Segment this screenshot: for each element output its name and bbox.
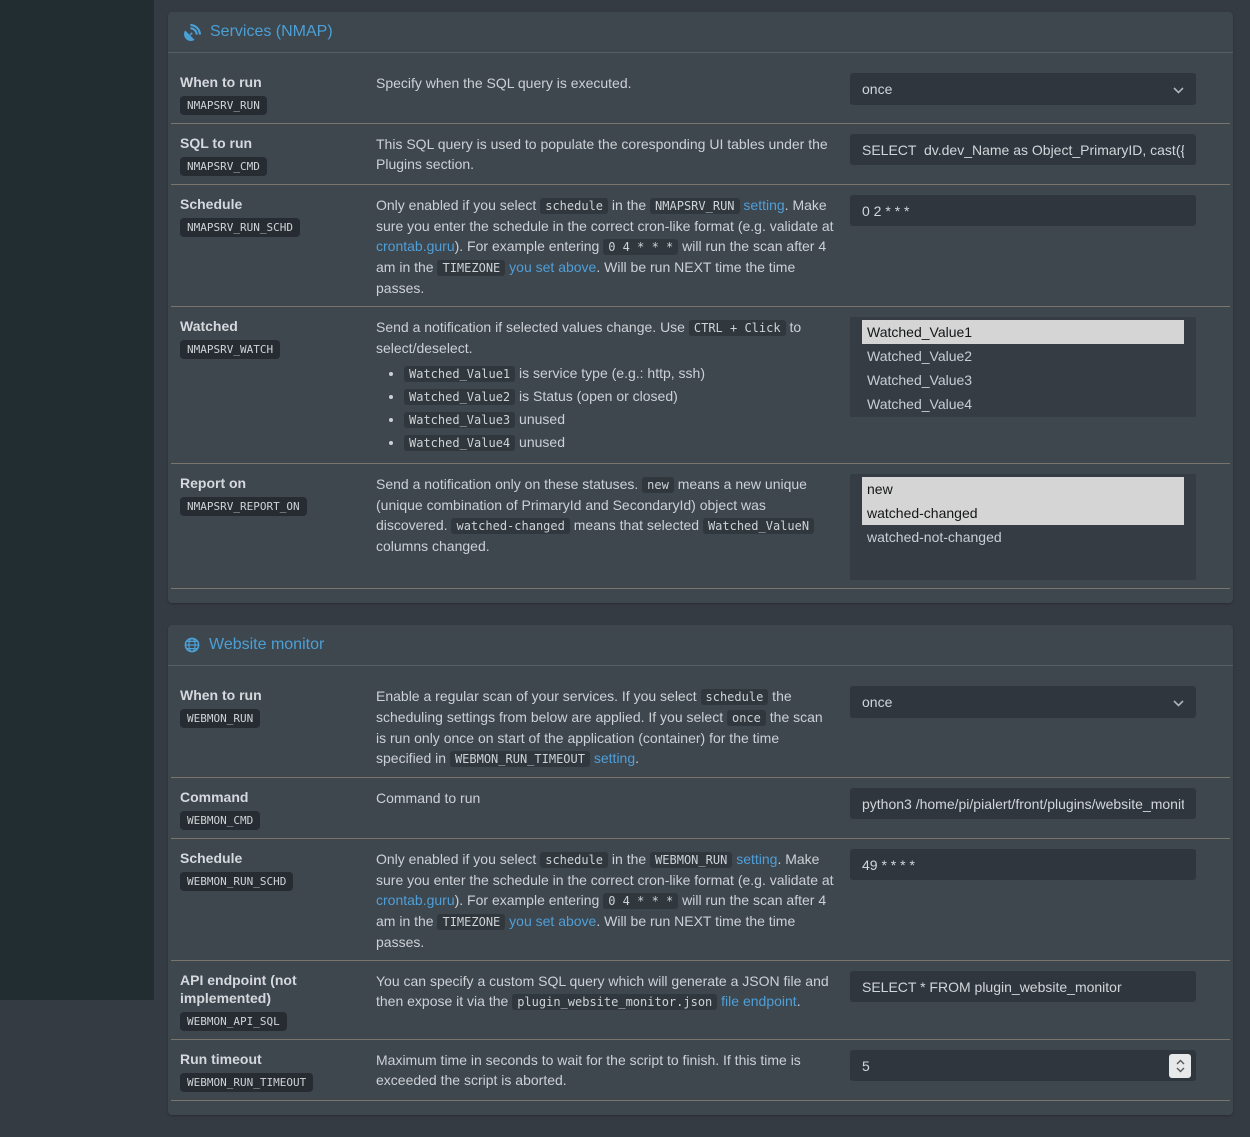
setting-description	[376, 969, 850, 1031]
desc-text: Only enabled if you select	[376, 197, 541, 213]
desc-text: Specify when the SQL query is executed.	[376, 75, 632, 91]
desc-text: unused	[515, 411, 565, 427]
desc-text: Command to run	[376, 790, 481, 806]
setting-text-input[interactable]	[850, 849, 1196, 880]
setting-label-col	[180, 193, 376, 298]
setting-key-badge: WEBMON_RUN_SCHD	[180, 872, 293, 891]
inline-code: watched-changed	[451, 518, 569, 534]
setting-description	[376, 684, 850, 769]
setting-multiselect[interactable]	[850, 317, 1196, 417]
inline-link[interactable]: you set above	[509, 259, 597, 275]
sidebar	[0, 0, 154, 1000]
select-value: once	[862, 81, 893, 97]
setting-key-badge: NMAPSRV_CMD	[180, 157, 267, 176]
setting-number-input[interactable]	[850, 1050, 1196, 1081]
inline-code: CTRL + Click	[689, 320, 786, 336]
setting-row	[171, 124, 1230, 185]
desc-text: the scan is run only once on start of the application (container) for the time specified in	[376, 709, 823, 766]
setting-text-input[interactable]	[850, 971, 1196, 1002]
panel-header	[168, 12, 1233, 53]
inline-code: WEBMON_RUN_TIMEOUT	[450, 751, 590, 767]
setting-row	[171, 63, 1230, 124]
setting-value-col	[850, 71, 1196, 115]
desc-text: Maximum time in seconds to wait for the script to finish. If this time is exceeded the script is aborted.	[376, 1052, 801, 1088]
setting-value-col	[850, 132, 1196, 176]
setting-name: Watched	[180, 318, 238, 334]
desc-text: in the	[608, 851, 651, 867]
desc-text: Enable a regular scan of your services. If you select	[376, 688, 701, 704]
inline-code: new	[642, 477, 674, 493]
setting-row	[171, 1040, 1230, 1101]
select-value: once	[862, 694, 893, 710]
setting-description	[376, 193, 850, 298]
setting-row	[171, 778, 1230, 839]
setting-description	[376, 315, 850, 455]
bullet-item	[404, 432, 836, 453]
setting-name: Schedule	[180, 850, 243, 866]
inline-link[interactable]: setting	[593, 750, 636, 766]
setting-description	[376, 132, 850, 176]
setting-label-col	[180, 315, 376, 455]
multiselect-option[interactable]: Watched_Value4	[867, 396, 973, 412]
setting-name: Report on	[180, 475, 247, 491]
desc-text: means a new unique (unique combination of PrimaryId and SecondaryId) object was discovered.	[376, 476, 807, 533]
inline-link[interactable]: you set above	[509, 913, 597, 929]
setting-name: Schedule	[180, 196, 243, 212]
desc-text: Only enabled if you select	[376, 851, 541, 867]
setting-description	[376, 786, 850, 830]
setting-row	[171, 185, 1230, 307]
setting-name: Run timeout	[180, 1051, 262, 1067]
setting-label-col	[180, 684, 376, 769]
desc-text: ). For example entering	[454, 892, 604, 908]
inline-code: Watched_Value4	[404, 435, 515, 451]
panel-title: Services (NMAP)	[210, 23, 333, 40]
desc-text: . Make sure you enter the schedule in the correct cron-like format (e.g. validate at	[376, 197, 834, 234]
setting-value-col	[850, 315, 1196, 455]
inline-link[interactable]: setting	[736, 851, 778, 867]
multiselect-option[interactable]: new	[862, 477, 1184, 501]
setting-key-badge: WEBMON_RUN	[180, 709, 260, 728]
setting-label-col	[180, 786, 376, 830]
inline-code: Watched_Value1	[404, 366, 515, 382]
setting-text-input[interactable]	[850, 788, 1196, 819]
inline-code: Watched_ValueN	[703, 518, 814, 534]
inline-code: 0 4 * * *	[603, 893, 678, 909]
settings-rows	[168, 666, 1233, 1115]
settings-panel	[168, 625, 1233, 1115]
desc-text: Send a notification only on these statuses.	[376, 476, 643, 492]
desc-text: will run the scan after 4 am in the	[376, 892, 827, 929]
inline-code: TIMEZONE	[437, 260, 505, 276]
setting-row	[171, 676, 1230, 778]
inline-link[interactable]: crontab.guru	[376, 892, 455, 908]
setting-name: SQL to run	[180, 135, 253, 151]
desc-text: . Make sure you enter the schedule in the correct cron-like format (e.g. validate at	[376, 851, 834, 888]
chevron-down-icon	[1173, 694, 1184, 710]
setting-description	[376, 1048, 850, 1092]
satellite-dish-icon	[184, 24, 201, 41]
chevron-down-icon	[1173, 81, 1184, 97]
inline-code: Watched_Value3	[404, 412, 515, 428]
settings-panel	[168, 12, 1233, 603]
setting-description	[376, 847, 850, 952]
setting-value-col	[850, 1048, 1196, 1092]
multiselect-option[interactable]: Watched_Value2	[867, 348, 973, 364]
inline-link[interactable]: setting	[743, 197, 785, 213]
bullet-item	[404, 409, 836, 430]
inline-code: TIMEZONE	[437, 914, 505, 930]
desc-text: Send a notification if selected values change. Use	[376, 319, 689, 335]
setting-key-badge: NMAPSRV_REPORT_ON	[180, 497, 307, 516]
inline-code: NMAPSRV_RUN	[650, 198, 739, 214]
desc-text: in the	[608, 197, 651, 213]
panel-header	[168, 625, 1233, 666]
desc-text: columns changed.	[376, 538, 490, 554]
setting-name: API endpoint (not implemented)	[180, 972, 297, 1006]
setting-text-input[interactable]	[850, 134, 1196, 165]
multiselect-option[interactable]: Watched_Value1	[862, 320, 1184, 344]
setting-row	[171, 961, 1230, 1040]
setting-name: When to run	[180, 74, 262, 90]
inline-code: WEBMON_RUN	[650, 852, 732, 868]
setting-label-col	[180, 847, 376, 952]
setting-number-field	[850, 1050, 1196, 1081]
setting-key-badge: WEBMON_API_SQL	[180, 1012, 287, 1031]
setting-label-col	[180, 472, 376, 580]
inline-code: schedule	[540, 198, 608, 214]
setting-label-col	[180, 71, 376, 115]
setting-value-col	[850, 193, 1196, 298]
setting-value-col	[850, 472, 1196, 580]
setting-value-col	[850, 684, 1196, 769]
setting-select[interactable]	[850, 686, 1196, 718]
desc-text: is Status (open or closed)	[515, 388, 678, 404]
setting-key-badge: NMAPSRV_RUN_SCHD	[180, 218, 300, 237]
globe-icon	[184, 637, 200, 653]
setting-row	[171, 839, 1230, 961]
setting-key-badge: WEBMON_CMD	[180, 811, 260, 830]
setting-description	[376, 472, 850, 580]
setting-row	[171, 464, 1230, 589]
setting-value-col	[850, 847, 1196, 952]
desc-text: unused	[515, 434, 565, 450]
setting-label-col	[180, 969, 376, 1031]
desc-text: ). For example entering	[454, 238, 604, 254]
bullet-item	[404, 386, 836, 407]
setting-value-col	[850, 786, 1196, 830]
inline-code: once	[727, 710, 766, 726]
inline-code: schedule	[540, 852, 608, 868]
inline-link[interactable]: crontab.guru	[376, 238, 455, 254]
setting-description	[376, 71, 850, 115]
setting-label-col	[180, 132, 376, 176]
setting-value-col	[850, 969, 1196, 1031]
desc-text: is service type (e.g.: http, ssh)	[515, 365, 706, 381]
setting-row	[171, 307, 1230, 464]
desc-text: .	[796, 993, 801, 1009]
multiselect-option[interactable]: watched-changed	[862, 501, 1184, 525]
desc-text: . Will be run NEXT time the time passes.	[376, 259, 796, 296]
desc-text: the scheduling settings from below are applied. If you select	[376, 688, 792, 725]
settings-rows	[168, 53, 1233, 603]
setting-key-badge: WEBMON_RUN_TIMEOUT	[180, 1073, 313, 1092]
desc-text: This SQL query is used to populate the coresponding UI tables under the Plugins section.	[376, 136, 828, 172]
inline-code: Watched_Value2	[404, 389, 515, 405]
desc-text: to select/deselect.	[376, 319, 802, 356]
desc-text: .	[635, 750, 640, 766]
inline-code: 0 4 * * *	[603, 239, 678, 255]
setting-name: When to run	[180, 687, 262, 703]
setting-key-badge: NMAPSRV_RUN	[180, 96, 267, 115]
multiselect-option[interactable]: watched-not-changed	[867, 529, 1002, 545]
desc-text: means that selected	[569, 517, 703, 533]
desc-text: You can specify a custom SQL query which will generate a JSON file and then expose it via the	[376, 973, 829, 1009]
number-spinner-icon[interactable]	[1169, 1054, 1191, 1078]
inline-code: plugin_website_monitor.json	[512, 994, 717, 1010]
inline-code: schedule	[701, 689, 769, 705]
bullet-item	[404, 363, 836, 384]
desc-text: . Will be run NEXT time the time passes.	[376, 913, 796, 950]
desc-text: will run the scan after 4 am in the	[376, 238, 827, 275]
panel-title: Website monitor	[209, 636, 325, 653]
setting-name: Command	[180, 789, 249, 805]
setting-label-col	[180, 1048, 376, 1092]
multiselect-option[interactable]: Watched_Value3	[867, 372, 973, 388]
bullet-list	[376, 363, 836, 453]
setting-multiselect[interactable]	[850, 474, 1196, 580]
setting-key-badge: NMAPSRV_WATCH	[180, 340, 280, 359]
settings-content	[154, 0, 1250, 1137]
inline-link[interactable]: file endpoint	[721, 993, 797, 1009]
setting-text-input[interactable]	[850, 195, 1196, 226]
setting-select[interactable]	[850, 73, 1196, 105]
